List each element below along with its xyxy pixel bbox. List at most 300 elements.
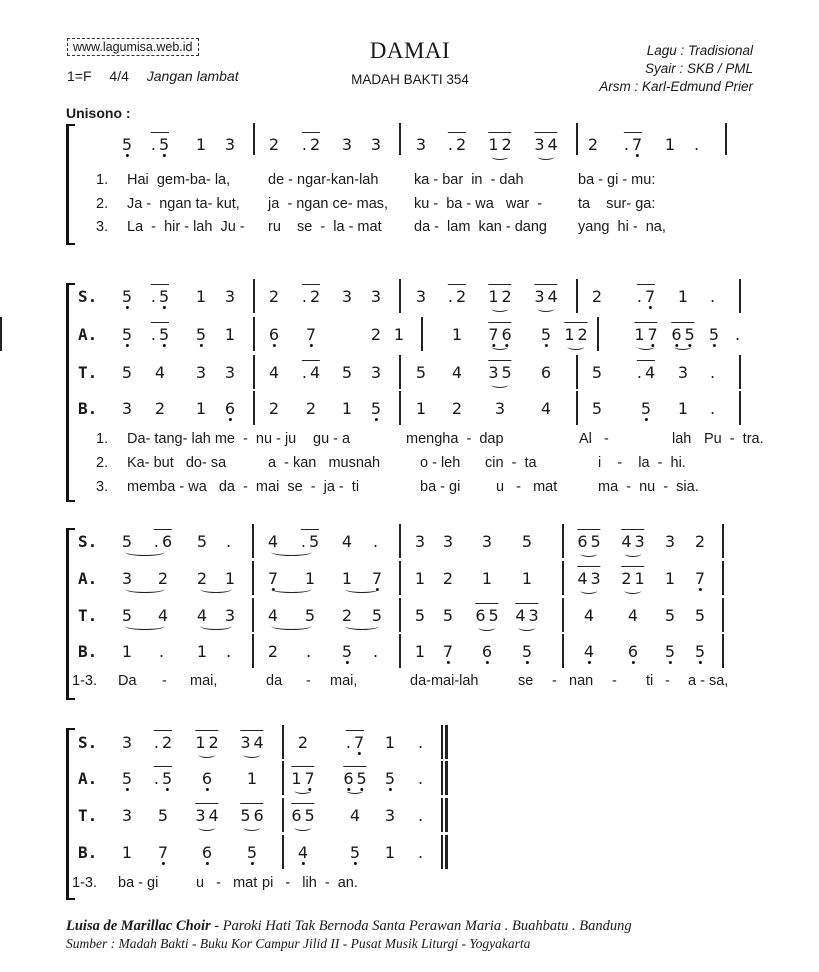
lyric-syllables: o - leh: [420, 455, 461, 471]
slur-mark: [624, 587, 641, 594]
note-digit: 5: [488, 606, 499, 625]
note-digit: 1: [341, 569, 353, 588]
beam-overline: [301, 529, 319, 530]
tie-slur: [125, 548, 165, 556]
note-digit: 1: [341, 399, 353, 418]
note-beat: [637, 287, 655, 309]
beam-overline: [634, 322, 657, 323]
note-beat: [495, 399, 505, 421]
note-beat: [122, 769, 132, 791]
slur-mark: [537, 305, 554, 312]
lyric-syllables: Ka- but do- sa: [127, 455, 227, 471]
augmentation-dot: .: [153, 532, 159, 551]
note-beat: [482, 532, 492, 554]
note-beat: [269, 399, 279, 421]
note-beat: [373, 642, 381, 664]
beam-overline: [291, 766, 314, 767]
note-beat: [522, 642, 532, 664]
note-digit: 3: [528, 606, 539, 625]
note-digit: 1: [488, 135, 499, 154]
note-beat: [151, 287, 169, 309]
time-signature: 4/4: [109, 68, 129, 84]
note-digit: 5: [664, 642, 676, 661]
note-digit: 1: [414, 642, 426, 661]
beam-overline: [154, 766, 172, 767]
note-digit: 4: [154, 363, 166, 382]
augmentation-dot: .: [372, 642, 379, 661]
beam-overline: [302, 360, 320, 361]
note-beat: [448, 287, 466, 309]
verse-number: 2.: [96, 455, 109, 471]
augmentation-dot: .: [417, 769, 424, 788]
note-beat: [269, 287, 279, 309]
note-digit: 5: [121, 325, 133, 344]
system-bracket: [66, 124, 75, 245]
note-beat: [122, 642, 132, 664]
beam-overline: [302, 284, 320, 285]
augmentation-dot: .: [345, 733, 351, 752]
voice-label: S.: [78, 532, 98, 551]
note-digit: 3: [121, 733, 133, 752]
note-beat: [671, 325, 694, 347]
note-beat: [196, 135, 206, 157]
note-digit: 3: [370, 363, 382, 382]
note-digit: 3: [534, 287, 545, 306]
note-beat: [418, 843, 426, 865]
note-digit: 4: [547, 287, 558, 306]
note-digit: 2: [196, 569, 208, 588]
beam-overline: [637, 284, 655, 285]
note-digit: 4: [297, 843, 309, 862]
lyric-syllables: pi - lih - an.: [262, 875, 358, 891]
note-beat: [418, 733, 426, 755]
note-beat: [443, 642, 453, 664]
note-digit: 5: [356, 769, 367, 788]
note-beat: [710, 399, 718, 421]
barline: [576, 391, 578, 425]
note-digit: 3: [121, 569, 133, 588]
note-beat: [225, 399, 235, 421]
lyric-syllables: ja - ngan ce- mas,: [268, 196, 389, 212]
note-beat: [416, 135, 426, 157]
beam-overline: [154, 529, 172, 530]
note-digit: 1: [451, 325, 463, 344]
note-digit: 2: [591, 287, 603, 306]
beam-overline: [577, 566, 600, 567]
note-beat: [452, 325, 462, 347]
note-beat: [577, 569, 600, 591]
note-beat: [122, 287, 132, 309]
note-beat: [443, 606, 453, 628]
note-beat: [564, 325, 587, 347]
note-digit: 4: [253, 733, 264, 752]
website-label: www.lagumisa.web.id: [67, 38, 199, 56]
barline: [399, 355, 401, 389]
note-beat: [240, 733, 263, 755]
slur-mark: [624, 550, 641, 557]
note-digit: 1: [195, 399, 207, 418]
verse-number: 1-3.: [72, 673, 97, 689]
slur-mark: [674, 343, 691, 350]
credit-lagu: Lagu : Tradisional: [646, 43, 753, 58]
note-beat: [371, 287, 381, 309]
note-digit: 1: [121, 843, 133, 862]
lyric-syllables: memba - wa da - mai se - ja - ti: [127, 479, 360, 495]
lyric-syllables: Al -: [579, 431, 609, 447]
lyric-syllables: gu - a: [313, 431, 351, 447]
note-digit: 3: [481, 532, 493, 551]
footer-choir-line: [66, 918, 632, 935]
note-beat: [678, 363, 688, 385]
beam-overline: [343, 766, 366, 767]
note-digit: 2: [501, 287, 512, 306]
note-beat: [541, 363, 551, 385]
note-beat: [710, 363, 718, 385]
note-digit: 3: [224, 287, 236, 306]
note-beat: [695, 606, 705, 628]
note-digit: 5: [308, 532, 320, 551]
note-digit: 4: [196, 606, 208, 625]
note-beat: [302, 135, 320, 157]
note-digit: 7: [488, 325, 499, 344]
note-beat: [452, 399, 462, 421]
note-digit: 5: [158, 135, 170, 154]
barline: [253, 279, 255, 313]
note-digit: 2: [268, 287, 280, 306]
note-beat: [482, 569, 492, 591]
note-beat: [592, 287, 602, 309]
note-beat: [158, 806, 168, 828]
note-digit: 2: [309, 287, 321, 306]
note-digit: 5: [591, 363, 603, 382]
note-digit: 1: [195, 135, 207, 154]
augmentation-dot: .: [636, 287, 642, 306]
lyric-syllables: ta sur- ga:: [578, 196, 656, 212]
note-digit: 5: [684, 325, 695, 344]
voice-label: B.: [78, 642, 98, 661]
augmentation-dot: .: [150, 135, 156, 154]
barline: [282, 761, 284, 795]
note-digit: 1: [393, 325, 405, 344]
note-digit: 4: [208, 806, 219, 825]
note-digit: 4: [583, 642, 595, 661]
note-beat: [159, 642, 167, 664]
note-digit: 5: [370, 399, 382, 418]
slur-mark: [567, 343, 584, 350]
note-digit: 2: [157, 569, 169, 588]
note-beat: [158, 843, 168, 865]
note-digit: 4: [267, 532, 279, 551]
note-beat: [443, 532, 453, 554]
note-digit: 5: [341, 642, 353, 661]
note-digit: 3: [224, 135, 236, 154]
voice-label: A.: [78, 569, 98, 588]
lyric-syllables: da: [266, 673, 283, 689]
note-digit: 3: [494, 399, 506, 418]
note-beat: [634, 325, 657, 347]
beam-overline: [488, 322, 511, 323]
note-digit: 4: [627, 606, 639, 625]
beam-overline: [302, 132, 320, 133]
note-digit: 5: [708, 325, 720, 344]
lyric-syllables: Hai gem-ba- la,: [127, 172, 231, 188]
note-digit: 2: [305, 399, 317, 418]
note-beat: [247, 769, 257, 791]
voice-label: S.: [78, 733, 98, 752]
augmentation-dot: .: [709, 363, 716, 382]
note-beat: [122, 325, 132, 347]
note-digit: 5: [521, 532, 533, 551]
barline: [253, 123, 255, 155]
beam-overline: [637, 360, 655, 361]
beam-overline: [475, 603, 498, 604]
lyric-syllables: ba - gi: [118, 875, 159, 891]
augmentation-dot: .: [693, 135, 700, 154]
note-digit: 5: [157, 806, 169, 825]
beam-overline: [346, 730, 364, 731]
note-digit: 2: [451, 399, 463, 418]
note-digit: 3: [224, 606, 236, 625]
note-beat: [269, 325, 279, 347]
note-beat: [415, 569, 425, 591]
note-beat: [710, 287, 718, 309]
note-beat: [584, 606, 594, 628]
note-digit: 2: [267, 642, 279, 661]
beam-overline: [671, 322, 694, 323]
note-digit: 1: [304, 569, 316, 588]
slur-mark: [580, 587, 597, 594]
note-beat: [342, 135, 352, 157]
barline: [0, 317, 2, 351]
verse-number: 1-3.: [72, 875, 97, 891]
note-beat: [196, 363, 206, 385]
system-bracket: [66, 283, 75, 502]
beam-overline: [534, 284, 557, 285]
note-digit: 5: [349, 843, 361, 862]
barline: [576, 123, 578, 155]
note-beat: [588, 135, 598, 157]
barline: [282, 835, 284, 869]
tie-slur: [271, 622, 312, 630]
note-beat: [226, 532, 234, 554]
barline: [739, 355, 741, 389]
note-beat: [350, 843, 360, 865]
note-digit: 2: [587, 135, 599, 154]
lyric-syllables: ru se - la - mat: [268, 219, 382, 235]
note-digit: 3: [341, 135, 353, 154]
note-digit: 1: [196, 642, 208, 661]
note-digit: 2: [577, 325, 588, 344]
note-beat: [515, 606, 538, 628]
song-title: DAMAI: [369, 38, 451, 63]
barline: [722, 634, 724, 668]
note-beat: [415, 642, 425, 664]
voice-label: S.: [78, 287, 98, 306]
note-digit: 1: [664, 135, 676, 154]
note-beat: [154, 769, 172, 791]
beam-overline: [151, 284, 169, 285]
lyric-syllables: ka - bar in - dah: [414, 172, 524, 188]
note-beat: [154, 733, 172, 755]
note-digit: 6: [540, 363, 552, 382]
augmentation-dot: .: [301, 287, 307, 306]
note-digit: 1: [664, 569, 676, 588]
lyric-syllables: -: [162, 673, 167, 689]
note-beat: [522, 532, 532, 554]
note-beat: [155, 363, 165, 385]
final-barline: [441, 761, 448, 795]
note-digit: 3: [534, 135, 545, 154]
note-beat: [343, 769, 366, 791]
lyric-syllables: mai,: [330, 673, 358, 689]
note-digit: 4: [621, 532, 632, 551]
voice-label: A.: [78, 769, 98, 788]
note-digit: 2: [268, 399, 280, 418]
tie-slur: [345, 585, 379, 593]
note-beat: [592, 399, 602, 421]
voice-label: T.: [78, 606, 98, 625]
note-digit: 7: [631, 135, 643, 154]
note-beat: [621, 532, 644, 554]
note-digit: 5: [540, 325, 552, 344]
lyric-syllables: i - la - hi.: [598, 455, 686, 471]
note-digit: 2: [442, 569, 454, 588]
note-beat: [665, 606, 675, 628]
note-beat: [534, 287, 557, 309]
note-digit: 5: [664, 606, 676, 625]
note-beat: [592, 363, 602, 385]
note-beat: [637, 363, 655, 385]
note-beat: [350, 806, 360, 828]
augmentation-dot: .: [153, 769, 159, 788]
note-digit: 6: [481, 642, 493, 661]
note-beat: [122, 843, 132, 865]
note-beat: [371, 325, 381, 347]
note-digit: 5: [246, 843, 258, 862]
lyric-syllables: -: [306, 673, 311, 689]
note-beat: [628, 642, 638, 664]
lyric-syllables: da - lam kan - dang: [414, 219, 547, 235]
note-beat: [678, 399, 688, 421]
credit-arsm: Arsm : Karl-Edmund Prier: [599, 79, 753, 94]
note-beat: [443, 569, 453, 591]
note-digit: 3: [121, 399, 133, 418]
note-beat: [488, 363, 511, 385]
note-beat: [225, 135, 235, 157]
lyric-syllables: nan: [569, 673, 594, 689]
note-digit: 4: [267, 606, 279, 625]
note-beat: [577, 532, 600, 554]
note-beat: [628, 606, 638, 628]
note-digit: 3: [384, 806, 396, 825]
note-beat: [394, 325, 404, 347]
note-digit: 5: [158, 287, 170, 306]
note-digit: 7: [267, 569, 279, 588]
lyric-syllables: ma - nu - sia.: [598, 479, 699, 495]
note-beat: [735, 325, 743, 347]
augmentation-dot: .: [153, 733, 159, 752]
barline: [252, 524, 254, 558]
augmentation-dot: .: [301, 135, 307, 154]
note-digit: 6: [224, 399, 236, 418]
note-digit: 5: [304, 806, 315, 825]
note-digit: 1: [521, 569, 533, 588]
note-digit: 7: [353, 733, 365, 752]
note-digit: 7: [644, 287, 656, 306]
barline: [282, 798, 284, 832]
note-beat: [240, 806, 263, 828]
note-digit: 3: [195, 806, 206, 825]
beam-overline: [151, 132, 169, 133]
note-beat: [584, 642, 594, 664]
note-beat: [709, 325, 719, 347]
note-digit: 1: [634, 325, 645, 344]
note-digit: 4: [577, 569, 588, 588]
lyric-syllables: -: [612, 673, 617, 689]
note-digit: 6: [161, 532, 173, 551]
barline: [562, 634, 564, 668]
note-beat: [342, 363, 352, 385]
note-beat: [385, 843, 395, 865]
beam-overline: [195, 803, 218, 804]
note-digit: 5: [415, 363, 427, 382]
note-beat: [418, 769, 426, 791]
note-beat: [695, 532, 705, 554]
slur-mark: [294, 824, 311, 831]
slur-mark: [491, 153, 508, 160]
note-digit: 1: [488, 287, 499, 306]
note-digit: 5: [121, 135, 133, 154]
note-beat: [695, 569, 705, 591]
note-digit: 2: [208, 733, 219, 752]
note-beat: [541, 325, 551, 347]
beam-overline: [151, 322, 169, 323]
note-digit: 1: [384, 843, 396, 862]
note-digit: 2: [455, 135, 467, 154]
note-digit: 7: [157, 843, 169, 862]
note-digit: 6: [343, 769, 354, 788]
note-beat: [225, 287, 235, 309]
note-beat: [202, 843, 212, 865]
note-digit: 1: [564, 325, 575, 344]
note-digit: 3: [370, 287, 382, 306]
verse-number: 3.: [96, 219, 109, 235]
tie-slur: [125, 622, 165, 630]
note-beat: [371, 135, 381, 157]
footer-source: Sumber : Madah Bakti - Buku Kor Campur Jilid II - Pusat Musik Liturgi - Yogyakarta: [66, 936, 531, 951]
note-beat: [122, 135, 132, 157]
augmentation-dot: .: [150, 287, 156, 306]
note-beat: [534, 135, 557, 157]
barline: [253, 355, 255, 389]
note-digit: 5: [304, 606, 316, 625]
augmentation-dot: .: [734, 325, 741, 344]
note-beat: [665, 569, 675, 591]
note-digit: 6: [627, 642, 639, 661]
tie-slur: [200, 622, 232, 630]
tie-slur: [271, 548, 312, 556]
note-digit: 5: [158, 325, 170, 344]
note-beat: [269, 363, 279, 385]
note-digit: 4: [583, 606, 595, 625]
note-beat: [482, 642, 492, 664]
note-digit: 2: [694, 532, 706, 551]
note-digit: 5: [442, 606, 454, 625]
slur-mark: [243, 751, 260, 758]
note-beat: [342, 642, 352, 664]
note-beat: [269, 135, 279, 157]
note-beat: [196, 399, 206, 421]
